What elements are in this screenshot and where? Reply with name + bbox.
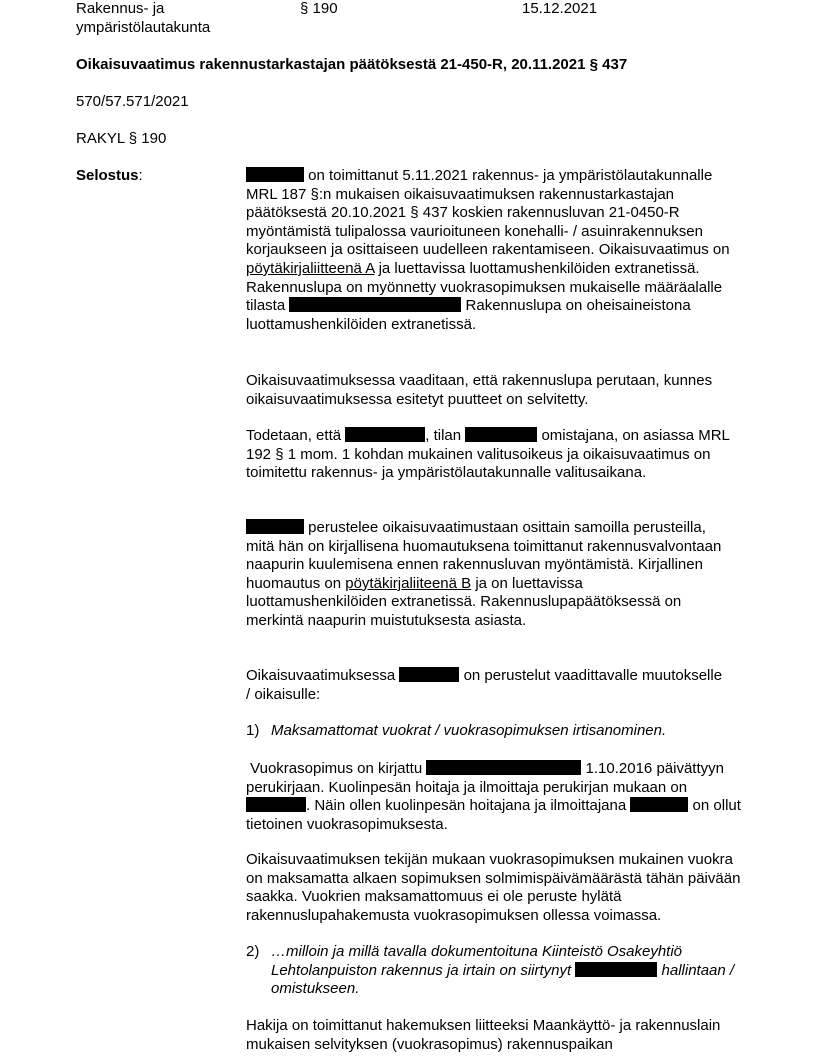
redaction — [289, 297, 381, 312]
redaction — [426, 760, 581, 775]
rakyl-reference: RAKYL § 190 — [76, 130, 167, 147]
paragraph-3 — [246, 427, 746, 483]
paragraph-6-text-a: Vuokrasopimus on kirjattu — [250, 760, 427, 777]
list-item-2-text-a: …milloin ja millä tavalla dokumentoituna Kiinteistö Osakeyhtiö Lehtolanpuiston rakennus ja irtain on siirtynyt — [271, 943, 683, 979]
paragraph-1 — [246, 167, 746, 334]
paragraph-6-text-b: 1.10.2016 päivättyyn perukirjaan. Kuolinpesän hoitaja ja ilmoittaja perukirjan mukaan on — [246, 760, 724, 796]
paragraph-5 — [246, 667, 726, 704]
paragraph-3-text-c: omistajana, on asiassa MRL 192 § 1 mom. 1 kohdan mukainen valitusoikeus ja oikaisuvaatimus on toimitettu rakennus- ja ympäristölautakunnalle valitusaikana. — [246, 427, 730, 482]
list-item-1-number: 1) — [246, 722, 260, 739]
paragraph-8-text: Hakija on toimittanut hakemuksen liitteeksi Maankäyttö- ja rakennuslain mukaisen selvityksen (vuokrasopimus) rakennuspaikan — [246, 1017, 721, 1053]
paragraph-1-text-a: on toimittanut 5.11.2021 rakennus- ja ympäristölautakunnalle MRL 187 §:n mukaisen oikaisuvaatimuksen rakennustarkastajan päätöksestä 20.10.2021 § 437 koskien rakennusluvan 21-0450-R myöntämistä tulipalossa vaurioituneen konehalli- / asuinrakennuksen korjaukseen ja osittaiseen uudelleen rakentamiseen. Oikaisuvaatimus on — [246, 167, 730, 259]
selostus-colon: : — [138, 167, 143, 184]
selostus-label: Selostus — [76, 167, 139, 184]
redaction — [399, 667, 459, 682]
paragraph-7 — [246, 851, 746, 925]
redaction — [345, 427, 425, 442]
paragraph-7-text: Oikaisuvaatimuksen tekijän mukaan vuokrasopimuksen mukainen vuokra on maksamatta alkaen sopimuksen solmimispäivämäärästä tähän päivään saakka. Vuokrien maksamattomuus ei ole peruste hylätä rakennuslupahakemusta vuokrasopimuksen ollessa voimassa. — [246, 851, 741, 924]
attachment-b-link[interactable]: pöytäkirjaliiteenä B — [345, 574, 472, 592]
attachment-a-link[interactable]: pöytäkirjaliitteenä A — [246, 259, 375, 277]
paragraph-4-text-b: ja on luettavissa luottamushenkilöiden extranetissä. Rakennuslupapäätöksessä on merkintä naapurin muistutuksesta asiasta. — [246, 574, 682, 629]
paragraph-2-text: Oikaisuvaatimuksessa vaaditaan, että rakennuslupa perutaan, kunnes oikaisuvaatimuksessa esitetyt puutteet on selvitetty. — [246, 372, 713, 408]
list-item-2 — [271, 943, 746, 999]
redaction — [630, 797, 688, 812]
redaction — [246, 797, 306, 812]
header-section: § 190 — [300, 0, 338, 17]
paragraph-1-text-c: Rakennuslupa on oheisaineistona luottamushenkilöiden extranetissä. — [246, 297, 691, 333]
paragraph-8 — [246, 1017, 746, 1054]
list-item-1-text: Maksamattomat vuokrat / vuokrasopimuksen irtisanominen. — [271, 722, 667, 739]
selostus-heading — [76, 167, 143, 186]
paragraph-4 — [246, 519, 724, 631]
paragraph-2 — [246, 372, 726, 409]
paragraph-4-text-a: perustelee oikaisuvaatimustaan osittain samoilla perusteilla, mitä hän on kirjallisena huomautuksena toimittanut rakennusvalvontaan naapurin kuulemisena ennen rakennusluvan myöntämistä. Kirjallinen huomautus on — [246, 519, 722, 592]
redaction — [465, 427, 537, 442]
redaction — [381, 297, 461, 312]
list-item-2-text-b: hallintaan / omistukseen. — [271, 961, 735, 998]
header-date: 15.12.2021 — [522, 0, 598, 17]
paragraph-5-text-a: Oikaisuvaatimuksessa — [246, 667, 400, 684]
paragraph-1-text-b: ja luettavissa luottamushenkilöiden extranetissä. Rakennuslupa on myönnetty vuokrasopimuksen mukaiselle määräalalle tilasta — [246, 259, 723, 315]
paragraph-6-text-c: . Näin ollen kuolinpesän hoitajana ja ilmoittajana — [306, 797, 631, 815]
paragraph-6-text-d: on ollut tietoinen vuokrasopimuksesta. — [246, 797, 741, 833]
header-org-line1: Rakennus- ja — [76, 0, 165, 17]
paragraph-3-text-a: Todetaan, että — [246, 427, 346, 444]
redaction — [575, 962, 657, 977]
paragraph-5-text-b: on perustelut vaadittavalle muutokselle / oikaisulle: — [246, 667, 723, 703]
header-organization — [76, 0, 210, 37]
document-title: Oikaisuvaatimus rakennustarkastajan päätöksestä 21-450-R, 20.11.2021 § 437 — [76, 56, 628, 73]
paragraph-3-text-b: , tilan — [425, 427, 466, 444]
paragraph-6 — [246, 760, 746, 834]
case-number: 570/57.571/2021 — [76, 93, 189, 110]
list-item-2-number: 2) — [246, 943, 260, 960]
redaction — [246, 519, 304, 534]
redaction — [246, 167, 304, 182]
header-org-line2: ympäristölautakunta — [76, 18, 211, 36]
